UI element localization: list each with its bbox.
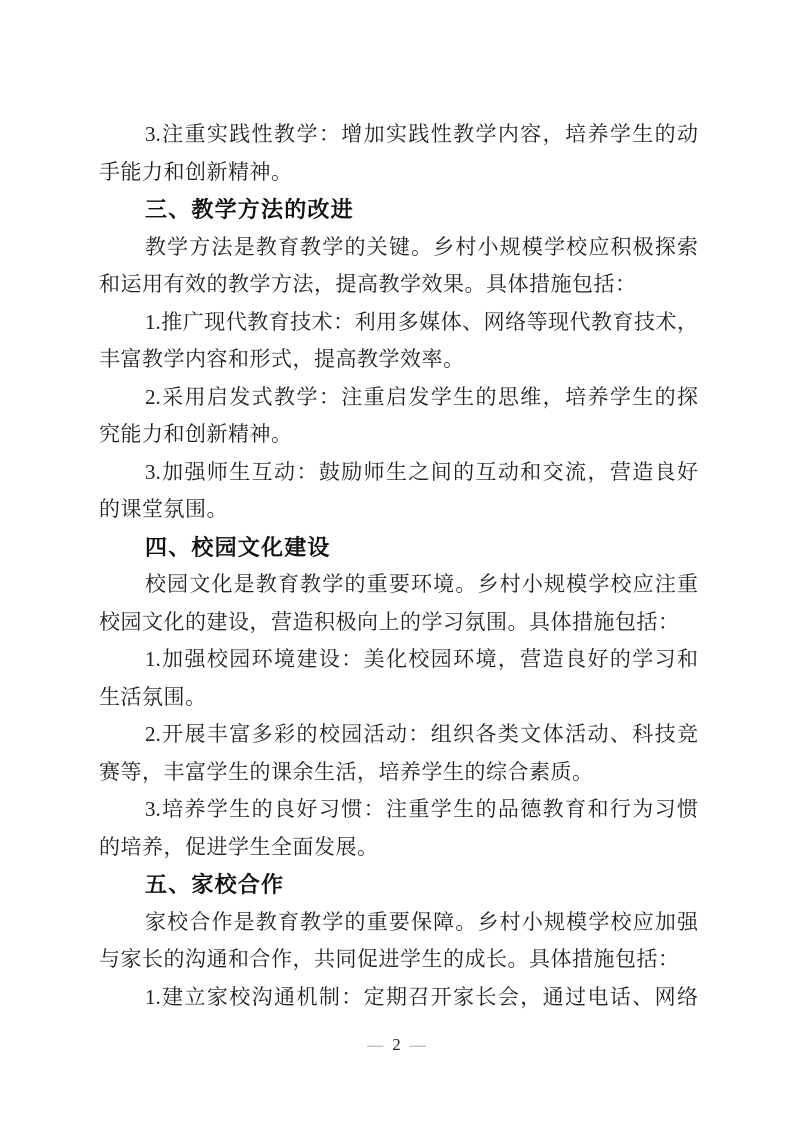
text-line: 和运用有效的教学方法，提高教学效果。具体措施包括： bbox=[99, 272, 637, 296]
text-line: 的培养，促进学生全面发展。 bbox=[99, 834, 379, 859]
paragraph bbox=[99, 904, 698, 979]
text-line: 手能力和创新精神。 bbox=[99, 159, 293, 184]
section-heading bbox=[99, 191, 698, 229]
page-footer bbox=[0, 1033, 793, 1057]
section-heading bbox=[99, 529, 698, 567]
footer-dash-right: — bbox=[409, 1037, 426, 1054]
text-line: 校园文化的建设，营造积极向上的学习氛围。具体措施包括： bbox=[99, 609, 680, 634]
text-line: 1.建立家校沟通机制：定期召开家长会，通过电话、网络 bbox=[145, 984, 698, 1009]
text-line: 教学方法是教育教学的关键。乡村小规模学校应积极探索 bbox=[145, 234, 698, 259]
heading-line: 四、校园文化建设 bbox=[145, 534, 331, 560]
text-line: 赛等，丰富学生的课余生活，培养学生的综合素质。 bbox=[99, 759, 594, 784]
text-line: 3.加强师生互动：鼓励师生之间的互动和交流，营造良好 bbox=[145, 459, 698, 484]
text-line: 2.开展丰富多彩的校园活动：组织各类文体活动、科技竞 bbox=[145, 722, 698, 746]
text-line: 与家长的沟通和合作，共同促进学生的成长。具体措施包括： bbox=[99, 947, 680, 971]
text-line: 丰富教学内容和形式，提高教学效率。 bbox=[99, 347, 465, 371]
heading-line: 五、家校合作 bbox=[145, 872, 285, 897]
paragraph bbox=[99, 304, 698, 379]
text-line: 3.培养学生的良好习惯：注重学生的品德教育和行为习惯 bbox=[145, 797, 698, 821]
text-line: 生活氛围。 bbox=[99, 684, 207, 709]
paragraph bbox=[99, 791, 698, 866]
text-line: 1.加强校园环境建设：美化校园环境，营造良好的学习和 bbox=[145, 647, 698, 671]
heading-line: 三、教学方法的改进 bbox=[145, 197, 354, 222]
paragraph bbox=[99, 454, 698, 529]
page-number: 2 bbox=[392, 1035, 401, 1054]
text-line: 究能力和创新精神。 bbox=[99, 422, 293, 446]
text-line: 校园文化是教育教学的重要环境。乡村小规模学校应注重 bbox=[145, 572, 698, 596]
text-line: 1.推广现代教育技术：利用多媒体、网络等现代教育技术， bbox=[145, 309, 698, 334]
text-line: 的课堂氛围。 bbox=[99, 497, 228, 521]
paragraph bbox=[99, 379, 698, 454]
paragraph bbox=[99, 566, 698, 641]
text-line: 3.注重实践性教学：增加实践性教学内容，培养学生的动 bbox=[145, 122, 698, 146]
paragraph bbox=[99, 116, 698, 191]
document-body bbox=[99, 116, 698, 1016]
footer-dash-left: — bbox=[367, 1037, 384, 1054]
paragraph bbox=[99, 979, 698, 1017]
section-heading bbox=[99, 866, 698, 904]
paragraph bbox=[99, 716, 698, 791]
text-line: 家校合作是教育教学的重要保障。乡村小规模学校应加强 bbox=[145, 909, 698, 934]
paragraph bbox=[99, 229, 698, 304]
text-line: 2.采用启发式教学：注重启发学生的思维，培养学生的探 bbox=[145, 384, 698, 409]
paragraph bbox=[99, 641, 698, 716]
